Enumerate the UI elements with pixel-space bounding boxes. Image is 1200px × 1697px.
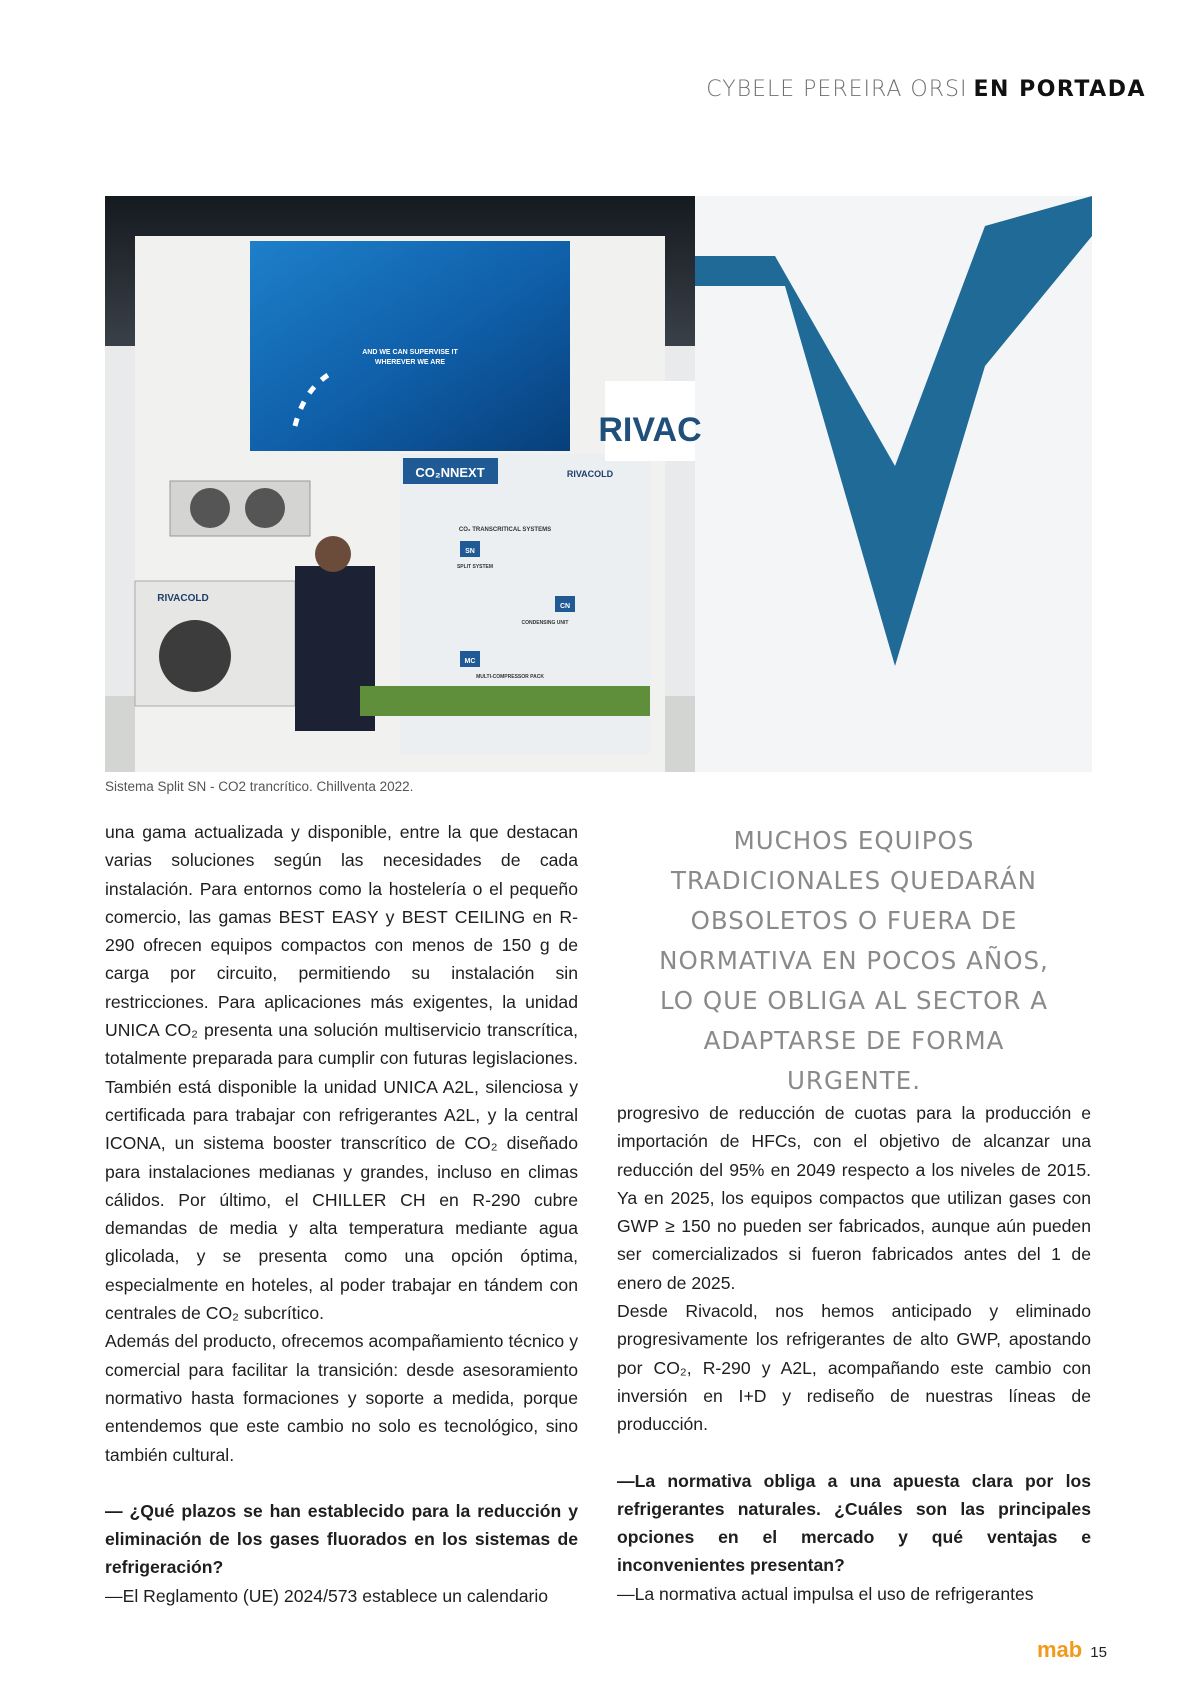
unit-brand: RIVACOLD xyxy=(157,593,209,604)
panel-item-cn-label: CONDENSING UNIT xyxy=(521,620,569,626)
interview-answer-1-start: —El Reglamento (UE) 2024/573 establece un calendario xyxy=(105,1585,549,1606)
magazine-logo: mab xyxy=(1037,1637,1083,1662)
left-paragraph-2: Además del producto, ofrecemos acompañamiento técnico y comercial para facilitar la transición: desde asesoramiento normativo hasta formaciones y soporte a medida, porque entendemos que este cambio no solo es tecnológico, sino también cultural. xyxy=(105,1331,578,1465)
panel-item-sn-code: SN xyxy=(465,548,475,555)
trade-show-photo xyxy=(105,196,1092,772)
panel-title: CO₂NNEXT xyxy=(415,465,485,480)
panel-item-sn-label: SPLIT SYSTEM xyxy=(456,564,494,570)
panel-item-mc-code: MC xyxy=(464,658,476,665)
panel-item-mc-label: MULTI-COMPRESSOR PACK xyxy=(476,674,544,680)
screen-text-2: WHEREVER WE ARE xyxy=(374,359,446,366)
column-left xyxy=(105,818,578,1610)
screen-text-1: AND WE CAN SUPERVISE IT xyxy=(362,349,458,356)
page-number: 15 xyxy=(1090,1644,1107,1661)
interview-question-2: —La normativa obliga a una apuesta clara por los refrigerantes naturales. ¿Cuáles son las principales opciones en el mercado y qué ventajas e inconvenientes presentan? xyxy=(617,1470,1091,1576)
header-section: EN PORTADA xyxy=(973,77,1146,102)
pull-quote: MUCHOS EQUIPOS TRADICIONALES QUEDARÁN OBSOLETOS O FUERA DE NORMATIVA EN POCOS AÑOS, LO QUE OBLIGA AL SECTOR A ADAPTARSE DE FORMA URGENTE. xyxy=(659,826,1049,1095)
photo-caption: Sistema Split SN - CO2 trancrítico. Chillventa 2022. xyxy=(105,779,414,794)
interview-question-1: — ¿Qué plazos se han establecido para la reducción y eliminación de los gases fluorados en los sistemas de refrigeración? xyxy=(105,1500,578,1578)
right-paragraph-2: Desde Rivacold, nos hemos anticipado y eliminado progresivamente los refrigerantes de alto GWP, apostando por CO₂, R-290 y A2L, acompañando este cambio con inversión en I+D y rediseño de nuestras líneas de producción. xyxy=(617,1301,1091,1435)
interview-answer-2-start: —La normativa actual impulsa el uso de refrigerantes xyxy=(617,1583,1034,1604)
wall-brand: RIVAC xyxy=(598,411,702,449)
panel-subtitle: CO₂ TRANSCRITICAL SYSTEMS xyxy=(458,527,552,533)
panel-brand: RIVACOLD xyxy=(566,469,614,479)
panel-item-cn-code: CN xyxy=(559,603,571,610)
left-paragraph-1: una gama actualizada y disponible, entre la que destacan varias soluciones según las necesidades de cada instalación. Para entornos como la hostelería o el pequeño comercio, las gamas BEST EASY y BEST CEILING en R-290 ofrecen equipos compactos con menos de 150 g de carga por circuito, permitiendo su instalación sin restricciones. Para aplicaciones más exigentes, la unidad UNICA CO₂ presenta una solución multiservicio transcrítica, totalmente preparada para cumplir con futuras legislaciones. También está disponible la unidad UNICA A2L, silenciosa y certificada para trabajar con refrigerantes A2L, y la central ICONA, un sistema booster transcrítico de CO₂ diseñado para instalaciones medianas y grandes, incluso en climas cálidos. Por último, el CHILLER CH en R-290 cubre demandas de media y alta temperatura mediante agua glicolada, y se presenta como una opción óptima, especialmente en hoteles, al poder trabajar en tándem con centrales de CO₂ subcrítico. xyxy=(105,822,578,1324)
page-header xyxy=(706,74,1146,103)
right-paragraph-1: progresivo de reducción de cuotas para la producción e importación de HFCs, con el objetivo de alcanzar una reducción del 95% en 2049 respecto a los niveles de 2015. Ya en 2025, los equipos compactos que utilizan gases con GWP ≥ 150 no pueden ser fabricados, aunque aún pueden ser comercializados si fueron fabricados antes del 1 de enero de 2025. xyxy=(617,1103,1091,1293)
page-footer xyxy=(1037,1637,1107,1663)
column-right xyxy=(617,1099,1091,1608)
header-author: CYBELE PEREIRA ORSI xyxy=(706,77,968,102)
